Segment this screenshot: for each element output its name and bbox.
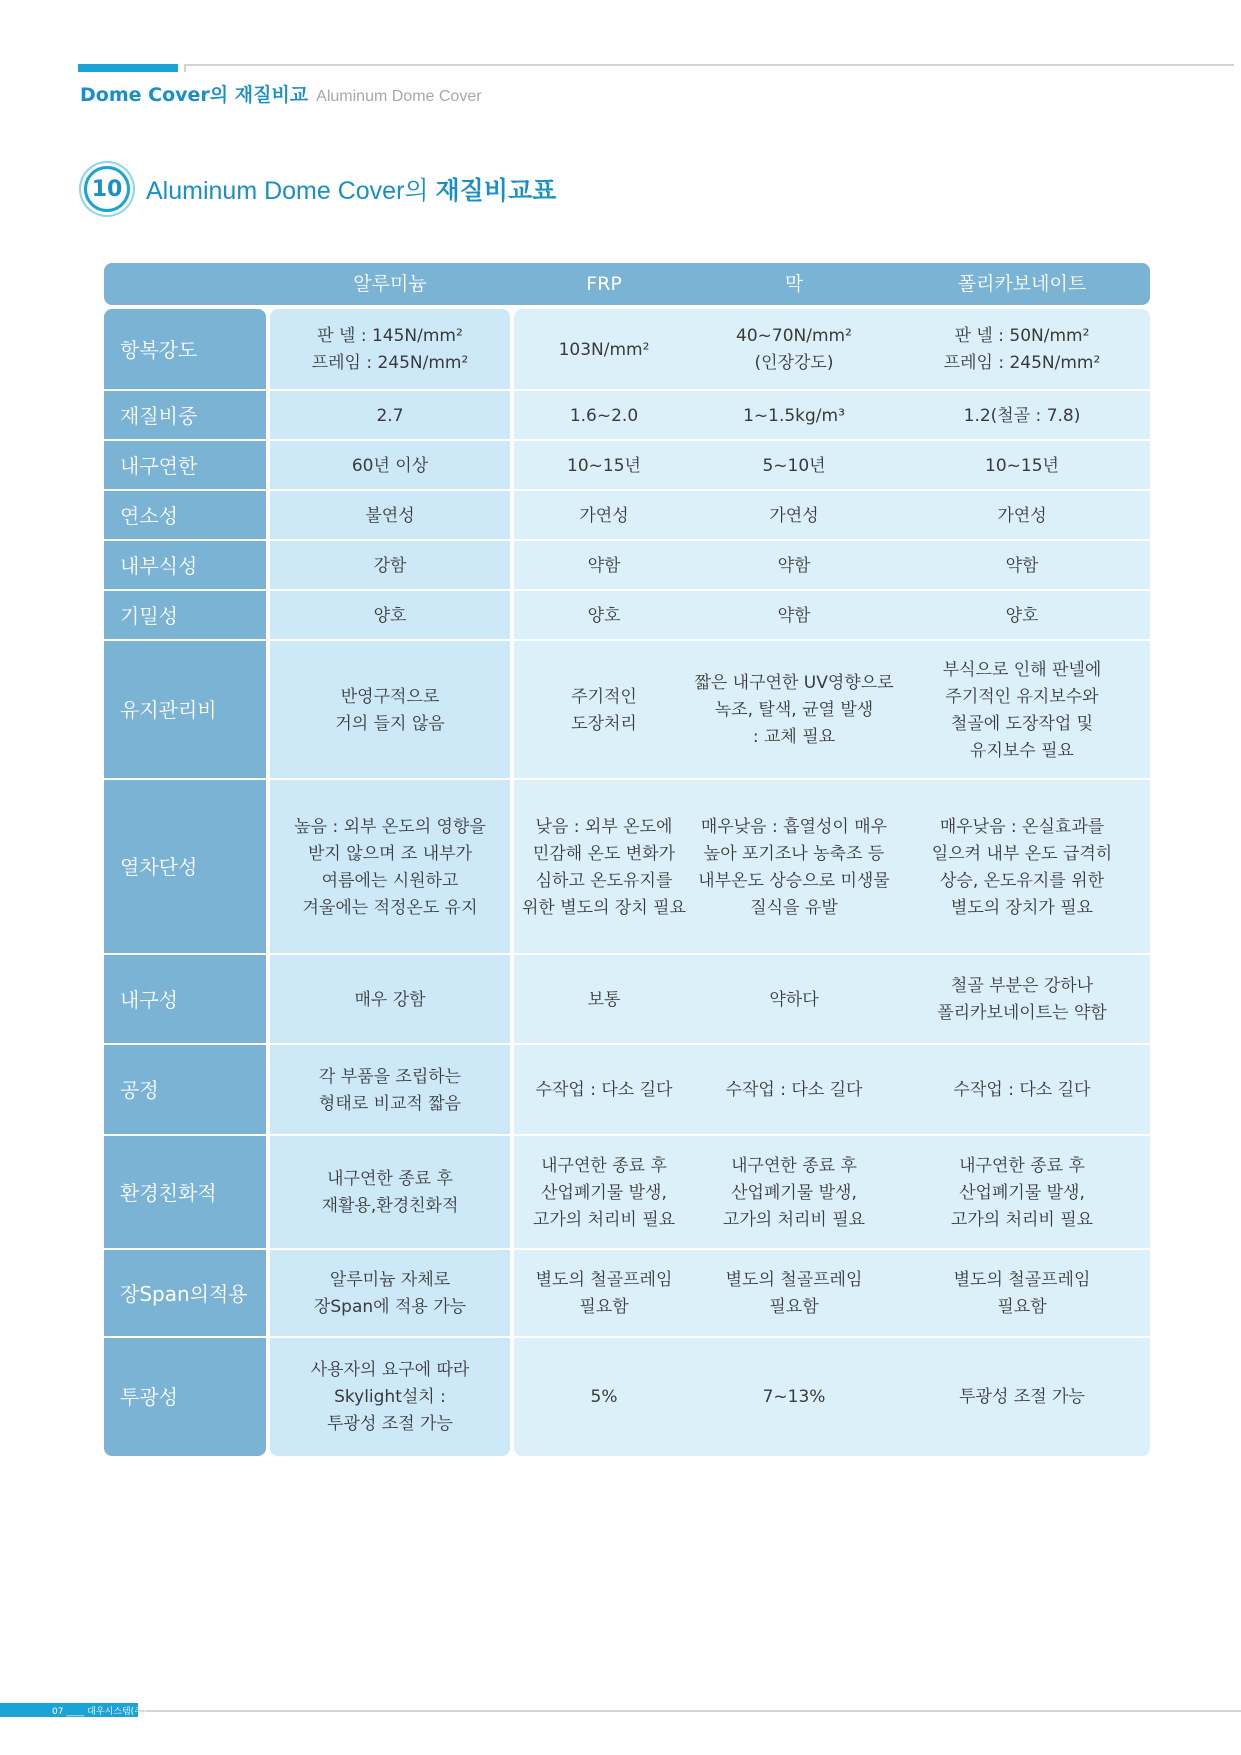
cell-polycarbonate: 양호 [1005, 605, 1039, 626]
row-label: 유지관리비 [120, 698, 217, 722]
cell-polycarbonate: 매우낮음 : 온실효과를 일으켜 내부 온도 급격히 상승, 온도유지를 위한 별도의 장치가 필요 [931, 816, 1113, 918]
section-title [84, 164, 556, 214]
section-heading-bold: 재질비교표 [435, 176, 557, 205]
row-label: 내구성 [120, 987, 178, 1012]
cell-membrane: 5~10년 [762, 455, 826, 476]
row-label-cell [104, 491, 266, 541]
cell-frp: 보통 [587, 989, 621, 1010]
column-header-frp: FRP [586, 273, 622, 295]
cell-frp: 1.6~2.0 [569, 405, 639, 426]
cell-aluminum: 내구연한 종료 후 재활용,환경친화적 [321, 1169, 459, 1216]
table-row [104, 491, 1150, 541]
cell-polycarbonate: 10~15년 [985, 455, 1059, 476]
row-label-cell [104, 541, 266, 591]
cell-frp: 가연성 [579, 505, 629, 526]
row-label: 연소성 [120, 503, 178, 528]
cell-membrane: 7~13% [762, 1386, 826, 1407]
cell-polycarbonate: 수작업 : 다소 길다 [953, 1080, 1091, 1100]
cell-polycarbonate: 1.2(철골 : 7.8) [963, 405, 1081, 426]
cell-frp: 내구연한 종료 후 산업폐기물 발생, 고가의 처리비 필요 [532, 1155, 676, 1230]
cell-frp: 별도의 철골프레임 필요함 [535, 1270, 673, 1317]
table-row [104, 1250, 1150, 1338]
row-label: 투광성 [120, 1384, 178, 1409]
cell-aluminum: 2.7 [376, 405, 404, 426]
row-label: 재질비중 [120, 403, 198, 428]
row-label: 장Span의적용 [120, 1281, 248, 1306]
header-rule-tick [184, 64, 186, 72]
row-label-cell [104, 641, 266, 780]
section-number-badge: 10 [84, 166, 130, 212]
table-row [104, 441, 1150, 491]
cell-polycarbonate: 부식으로 인해 판넬에 주기적인 유지보수와 철골에 도장작업 및 유지보수 필요 [942, 659, 1102, 761]
section-heading-plain: Aluminum Dome Cover의 [146, 177, 436, 205]
section-heading [146, 171, 556, 207]
cell-aluminum: 각 부품을 조립하는 형태로 비교적 짧음 [318, 1066, 462, 1114]
row-label: 공정 [120, 1078, 159, 1102]
row-label-cell [104, 1045, 266, 1136]
footer-text: 07 ____ 대우시스템(주) [52, 1707, 147, 1717]
cell-membrane: 1~1.5kg/m³ [743, 405, 845, 426]
row-label-cell [104, 955, 266, 1045]
cell-membrane: 수작업 : 다소 길다 [725, 1080, 863, 1100]
running-header-title: Dome Cover의 재질비교 [80, 84, 309, 106]
cell-aluminum: 알루미늄 자체로 장Span에 적용 가능 [313, 1270, 467, 1317]
cell-aluminum: 사용자의 요구에 따라 Skylight설치 : 투광성 조절 가능 [310, 1359, 470, 1434]
cell-frp: 주기적인 도장처리 [571, 686, 637, 734]
row-label-cell [104, 1250, 266, 1338]
cell-membrane: 약함 [777, 555, 811, 576]
running-header-subtitle: Aluminum Dome Cover [316, 88, 482, 105]
table-row [104, 1136, 1150, 1250]
column-header-polycarbonate: 폴리카보네이트 [957, 273, 1087, 295]
footer-rule [138, 1710, 1241, 1712]
cell-aluminum: 60년 이상 [351, 455, 429, 476]
header-accent-bar [78, 64, 178, 72]
row-label: 환경친화적 [120, 1180, 217, 1205]
table-row [104, 641, 1150, 780]
column-header-aluminum: 알루미늄 [353, 273, 427, 295]
cell-polycarbonate: 판 넬 : 50N/mm² 프레임 : 245N/mm² [943, 326, 1101, 373]
table-row [104, 1338, 1150, 1456]
page-number: 07 [52, 1707, 64, 1717]
cell-membrane: 내구연한 종료 후 산업폐기물 발생, 고가의 처리비 필요 [722, 1155, 866, 1230]
cell-membrane: 별도의 철골프레임 필요함 [725, 1270, 863, 1317]
cell-frp: 103N/mm² [558, 339, 650, 360]
cell-aluminum: 양호 [373, 605, 407, 626]
cell-membrane: 40~70N/mm² (인장강도) [736, 326, 852, 373]
row-label-cell [104, 1338, 266, 1456]
row-label-cell [104, 1136, 266, 1250]
cell-frp: 낮음 : 외부 온도에 민감해 온도 변화가 심하고 온도유지를 위한 별도의 장치 필요 [521, 816, 686, 918]
cell-polycarbonate: 철골 부분은 강하나 폴리카보네이트는 약함 [937, 976, 1107, 1023]
row-label-cell [104, 309, 266, 391]
table-row [104, 391, 1150, 441]
cell-membrane: 짧은 내구연한 UV영향으로 녹조, 탈색, 균열 발생 : 교체 필요 [694, 673, 894, 747]
table-row [104, 309, 1150, 391]
cell-polycarbonate: 가연성 [997, 505, 1047, 526]
running-header [80, 80, 482, 107]
header-rule [184, 64, 1234, 66]
cell-polycarbonate: 약함 [1005, 555, 1039, 576]
cell-aluminum: 판 넬 : 145N/mm² 프레임 : 245N/mm² [311, 326, 469, 373]
cell-polycarbonate: 별도의 철골프레임 필요함 [953, 1270, 1091, 1317]
cell-aluminum: 불연성 [365, 505, 415, 526]
cell-membrane: 약하다 [769, 989, 819, 1010]
row-label-cell [104, 441, 266, 491]
cell-aluminum: 매우 강함 [354, 989, 426, 1010]
cell-membrane: 매우낮음 : 흡열성이 매우 높아 포기조나 농축조 등 내부온도 상승으로 미생물 질식을 유발 [698, 816, 890, 918]
cell-membrane: 가연성 [769, 505, 819, 526]
table-row [104, 780, 1150, 955]
row-label: 내구연한 [120, 453, 198, 478]
cell-membrane: 약함 [777, 605, 811, 626]
cell-frp: 10~15년 [567, 455, 641, 476]
table-row [104, 591, 1150, 641]
comparison-table [104, 263, 1150, 1434]
row-label-cell [104, 591, 266, 641]
cell-frp: 수작업 : 다소 길다 [535, 1080, 673, 1100]
cell-polycarbonate: 내구연한 종료 후 산업폐기물 발생, 고가의 처리비 필요 [950, 1155, 1094, 1230]
row-label: 내부식성 [120, 553, 198, 578]
column-header-membrane: 막 [784, 273, 804, 295]
cell-aluminum: 반영구적으로 거의 들지 않음 [335, 686, 445, 734]
footer-company: 대우시스템(주) [87, 1707, 147, 1717]
row-label: 열차단성 [120, 855, 198, 879]
table-row [104, 541, 1150, 591]
row-label-cell [104, 780, 266, 955]
table-header-row [104, 263, 1150, 305]
cell-frp: 약함 [587, 555, 621, 576]
row-label-cell [104, 391, 266, 441]
cell-polycarbonate: 투광성 조절 가능 [959, 1386, 1085, 1407]
row-label: 기밀성 [120, 603, 178, 628]
table-row [104, 1045, 1150, 1136]
cell-aluminum: 높음 : 외부 온도의 영향을 받지 않으며 조 내부가 여름에는 시원하고 겨울에는 적정온도 유지 [294, 816, 486, 918]
table-row [104, 955, 1150, 1045]
cell-frp: 양호 [587, 605, 621, 626]
row-label: 항복강도 [120, 337, 198, 362]
cell-frp: 5% [590, 1386, 618, 1407]
cell-aluminum: 강함 [373, 555, 407, 576]
